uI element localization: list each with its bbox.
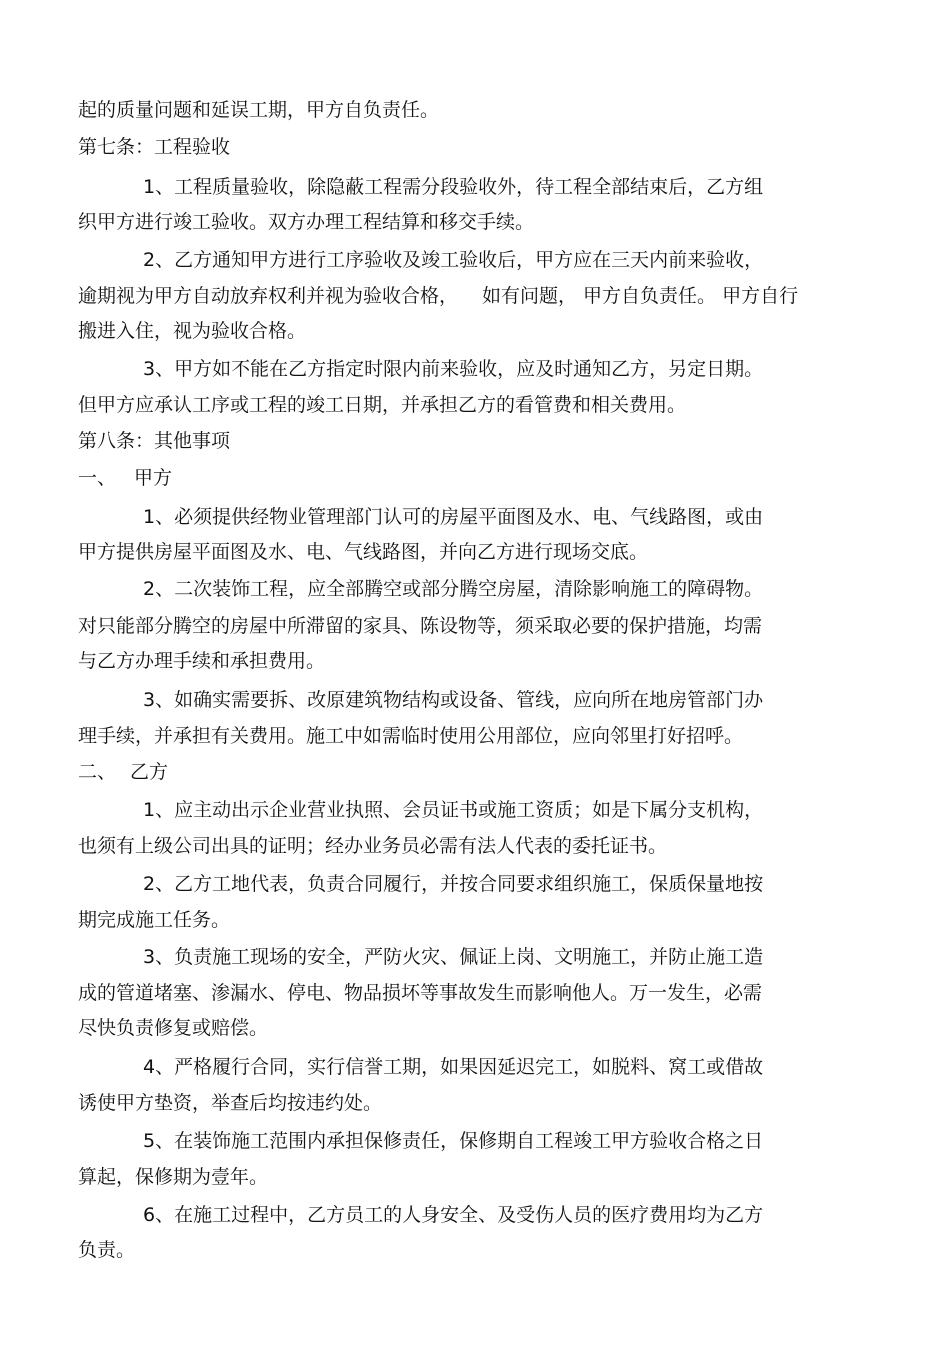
text-line: 3、甲方如不能在乙方指定时限内前来验收，应及时通知乙方，另定日期。 <box>143 358 764 380</box>
text-line: 2、二次装饰工程，应全部腾空或部分腾空房屋，清除影响施工的障碍物。 <box>143 578 764 600</box>
text-line: 1、必须提供经物业管理部门认可的房屋平面图及水、电、气线路图，或由 <box>143 506 764 528</box>
text-line: 成的管道堵塞、渗漏水、停电、物品损坏等事故发生而影响他人。万一发生，必需 <box>78 982 763 1004</box>
text-line: 与乙方办理手续和承担费用。 <box>78 650 326 672</box>
text-line: 算起，保修期为壹年。 <box>78 1166 269 1188</box>
text-line: 搬进入住，视为验收合格。 <box>78 320 307 342</box>
text-line: 甲方提供房屋平面图及水、电、气线路图，并向乙方进行现场交底。 <box>78 541 649 563</box>
subsection-number: 二、 <box>78 761 117 783</box>
subsection-number: 一、 <box>78 467 117 489</box>
text-line: 3、负责施工现场的安全，严防火灾、佩证上岗、文明施工，并防止施工造 <box>143 946 764 968</box>
text-line: 但甲方应承认工序或工程的竣工日期，并承担乙方的看管费和相关费用。 <box>78 394 687 416</box>
text-line: 1、工程质量验收，除隐蔽工程需分段验收外，待工程全部结束后，乙方组 <box>143 176 764 198</box>
text-line: 尽快负责修复或赔偿。 <box>78 1017 269 1039</box>
text-line: 5、在装饰施工范围内承担保修责任，保修期自工程竣工甲方验收合格之日 <box>143 1130 764 1152</box>
text-line: 2、乙方通知甲方进行工序验收及竣工验收后，甲方应在三天内前来验收， <box>143 249 764 271</box>
text-segment: 逾期视为甲方自动放弃权利并视为验收合格， <box>78 285 459 307</box>
text-line: 2、乙方工地代表，负责合同履行，并按合同要求组织施工，保质保量地按 <box>143 873 764 895</box>
subsection-title: 乙方 <box>130 761 169 783</box>
text-line: 1、应主动出示企业营业执照、会员证书或施工资质；如是下属分支机构， <box>143 799 764 821</box>
text-line: 负责。 <box>78 1239 136 1261</box>
subsection-heading-party-a <box>78 466 172 490</box>
text-line: 也须有上级公司出具的证明；经办业务员必需有法人代表的委托证书。 <box>78 835 668 857</box>
subsection-heading-party-b <box>78 760 168 784</box>
text-line: 6、在施工过程中，乙方员工的人身安全、及受伤人员的医疗费用均为乙方 <box>143 1204 764 1226</box>
text-line: 3、如确实需要拆、改原建筑物结构或设备、管线，应向所在地房管部门办 <box>143 689 764 711</box>
text-line: 理手续，并承担有关费用。施工中如需临时使用公用部位，应向邻里打好招呼。 <box>78 725 744 747</box>
text-line: 4、严格履行合同，实行信誉工期，如果因延迟完工，如脱料、窝工或借故 <box>143 1056 764 1078</box>
text-segment: 如有问题， 甲方自负责任。 甲方自行 <box>482 285 799 307</box>
section-heading-article-7: 第七条：工程验收 <box>78 136 231 158</box>
text-line: 期完成施工任务。 <box>78 909 231 931</box>
section-heading-article-8: 第八条：其他事项 <box>78 430 231 452</box>
text-line: 诱使甲方垫资，举查后均按违约处。 <box>78 1092 383 1114</box>
text-line: 对只能部分腾空的房屋中所滞留的家具、陈设物等，须采取必要的保护措施，均需 <box>78 615 763 637</box>
text-line: 起的质量问题和延误工期，甲方自负责任。 <box>78 99 440 121</box>
subsection-title: 甲方 <box>134 467 173 489</box>
text-line: 织甲方进行竣工验收。双方办理工程结算和移交手续。 <box>78 211 535 233</box>
text-line <box>78 284 798 308</box>
